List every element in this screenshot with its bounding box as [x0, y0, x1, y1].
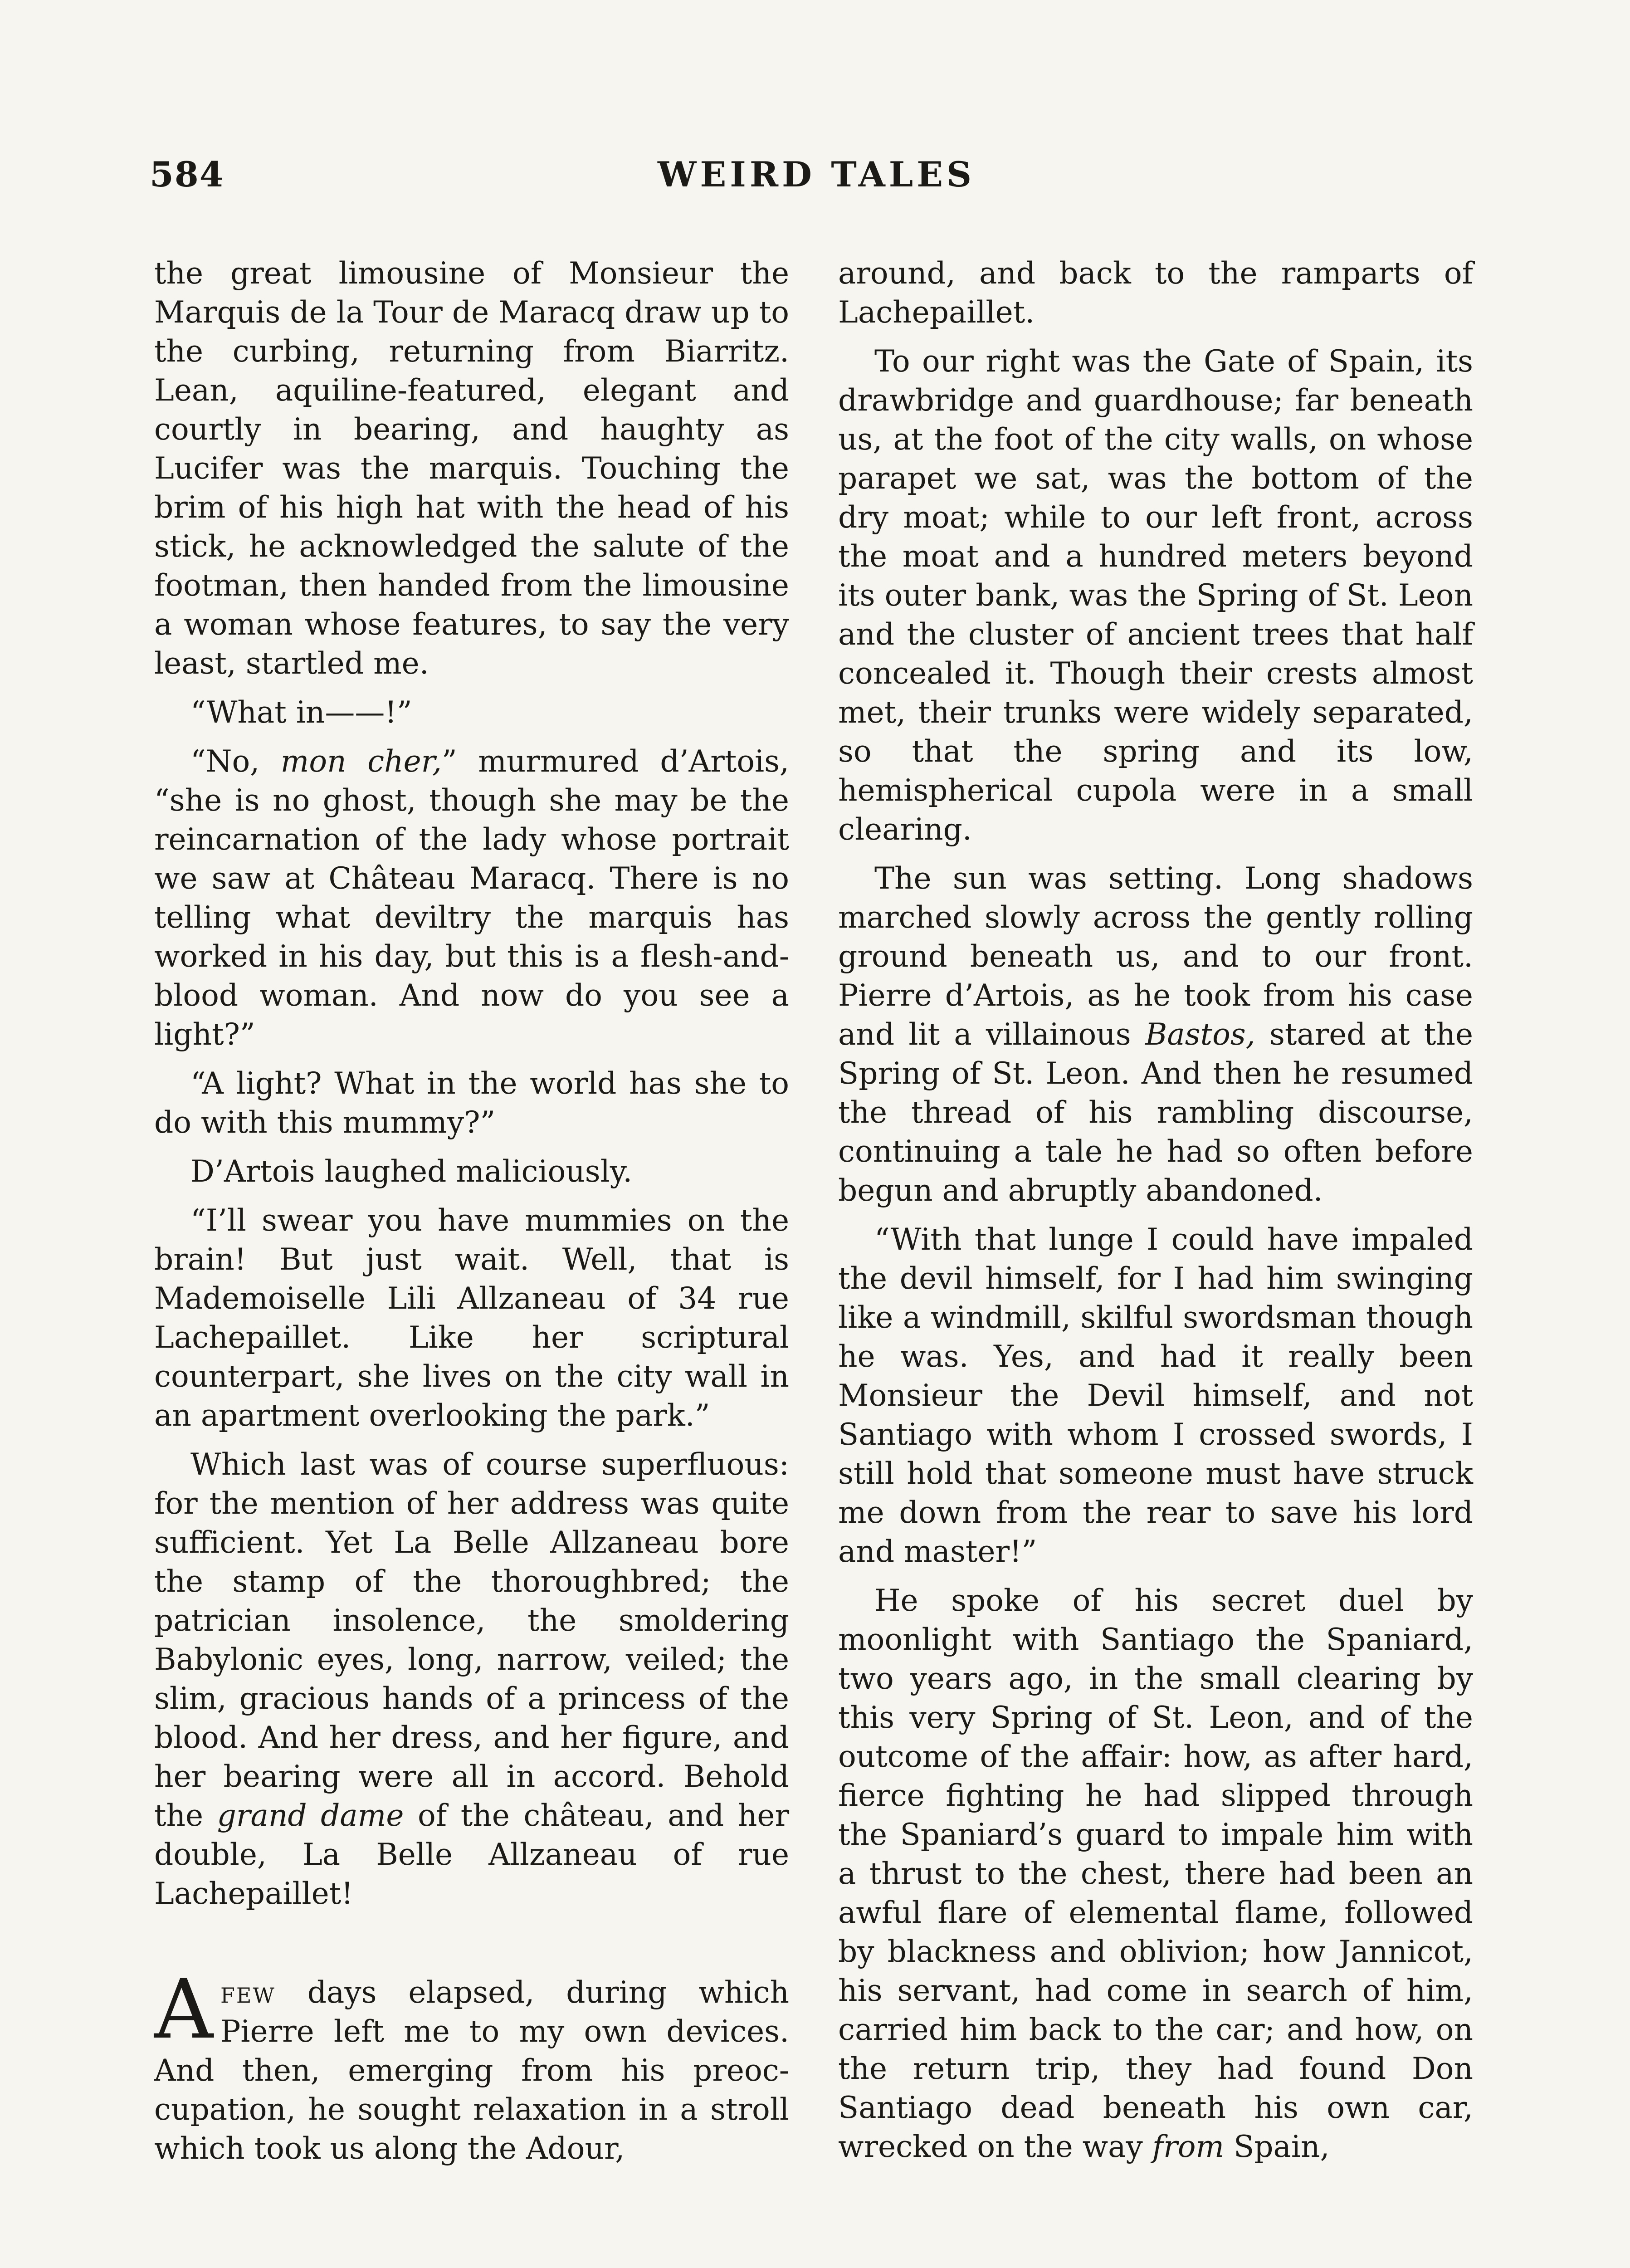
paragraph: the great limousine of Monsieur the Marquis de la Tour de Maracq draw up to the curbing, returning from Biarritz. Lean, aquiline-featured, elegant and courtly in bearing, and haughty as Lucifer was the marquis. Touching the brim of his high hat with the head of his stick, he acknowledged the salute of the footman, then handed from the limousine a woman whose features, to say the very least, startled me.: [154, 256, 789, 681]
italic-text: grand dame: [217, 1798, 404, 1833]
drop-cap: A: [154, 1962, 213, 2057]
running-title: WEIRD TALES: [658, 154, 975, 195]
text-run: Which last was of course superfluous: for the mention of her address was quite sufficient. Yet La Belle Allzaneau bore the stamp of the thoroughbred; the patrician insolence, the smoldering Babylonic eyes, long, narrow, veiled; the slim, gracious hands of a princess of the blood. And her dress, and her figure, and her bearing were all in accord. Behold the: [154, 1447, 789, 1833]
text-run: He spoke of his secret duel by moonlight with Santiago the Spaniard, two years ago, in the small clearing by this very Spring of St. Leon, and of the outcome of the affair: how, as after hard, fierce fighting he had slipped through the Spaniard’s guard to impale him with a thrust to the chest, there had been an awful flare of elemental flame, followed by blackness and oblivion; how Jannicot, his servant, had come in search of him, carried him back to the car; and how, on the return trip, they had found Don Santiago dead beneath his own car, wrecked on the way: [838, 1583, 1473, 2164]
paragraph: “With that lunge I could have impaled the devil himself, for I had him swinging like a windmill, skilful swordsman though he was. Yes, and had it really been Monsieur the Devil himself, and not Santiago with whom I crossed swords, I still hold that someone must have struck me down from the rear to save his lord and master!”: [838, 1222, 1473, 1569]
text-run: of the château, and her double, La Belle Allzaneau of rue Lachepaillet!: [154, 1798, 790, 1911]
paragraph: around, and back to the ramparts of Lachepaillet.: [838, 256, 1473, 330]
paragraph: [154, 1962, 789, 2168]
text-run: Spain,: [1224, 2129, 1330, 2164]
small-caps-text: few: [220, 1975, 276, 2010]
paragraph: D’Artois laughed maliciously.: [190, 1154, 633, 1189]
section-break: [154, 1923, 789, 1973]
paragraph: To our right was the Gate of Spain, its drawbridge and guardhouse; far beneath us, at the foot of the city walls, on whose parapet we sat, was the bottom of the dry moat; while to our left front, across the moat and a hundred meters beyond its outer bank, was the Spring of St. Leon and the cluster of ancient trees that half concealed it. Though their crests almost met, their trunks were widely separated, so that the spring and its low, hemispherical cupola were in a small clearing.: [838, 344, 1473, 847]
italic-text: from: [1152, 2129, 1225, 2164]
page-number: 584: [150, 154, 224, 195]
left-column: [154, 254, 789, 2178]
paragraph: [154, 1445, 789, 1913]
right-column: [838, 254, 1473, 2176]
paragraph: [838, 1581, 1473, 2166]
text-run: days elapsed, during which Pierre left me to my own devices. And then, emerging from his preoccupation, he sought relaxation in a stroll which took us along the Adour,: [154, 1975, 789, 2166]
text-run: ” murmured d’Artois, “she is no ghost, though she may be the reincarnation of the lady whose portrait we saw at Château Maracq. There is no telling what deviltry the marquis has worked in his day, but this is a flesh-and-blood woman. And now do you see a light?”: [154, 744, 789, 1052]
italic-text: mon cher,: [280, 744, 442, 779]
italic-text: Bastos,: [1145, 1017, 1255, 1052]
text-run: The sun was setting. Long shadows marched slowly across the gently rolling ground beneath us, and to our front. Pierre d’Artois, as he took from his case and lit a villainous: [838, 861, 1473, 1052]
paragraph: “I’ll swear you have mummies on the brain! But just wait. Well, that is Mademoiselle Lili Allzaneau of 34 rue Lachepaillet. Like her scriptural counterpart, she lives on the city wall in an apartment overlooking the park.”: [154, 1203, 789, 1433]
paragraph: [838, 859, 1473, 1210]
paragraph: “A light? What in the world has she to do with this mummy?”: [154, 1066, 789, 1140]
text-run: “No,: [190, 744, 281, 779]
paragraph: “What in——!”: [190, 695, 412, 730]
paragraph: [154, 742, 789, 1054]
text-run: stared at the Spring of St. Leon. And then he resumed the thread of his rambling discourse, continuing a tale he had so often before begun and abruptly abandoned.: [838, 1017, 1473, 1208]
page-header: [150, 154, 1483, 209]
